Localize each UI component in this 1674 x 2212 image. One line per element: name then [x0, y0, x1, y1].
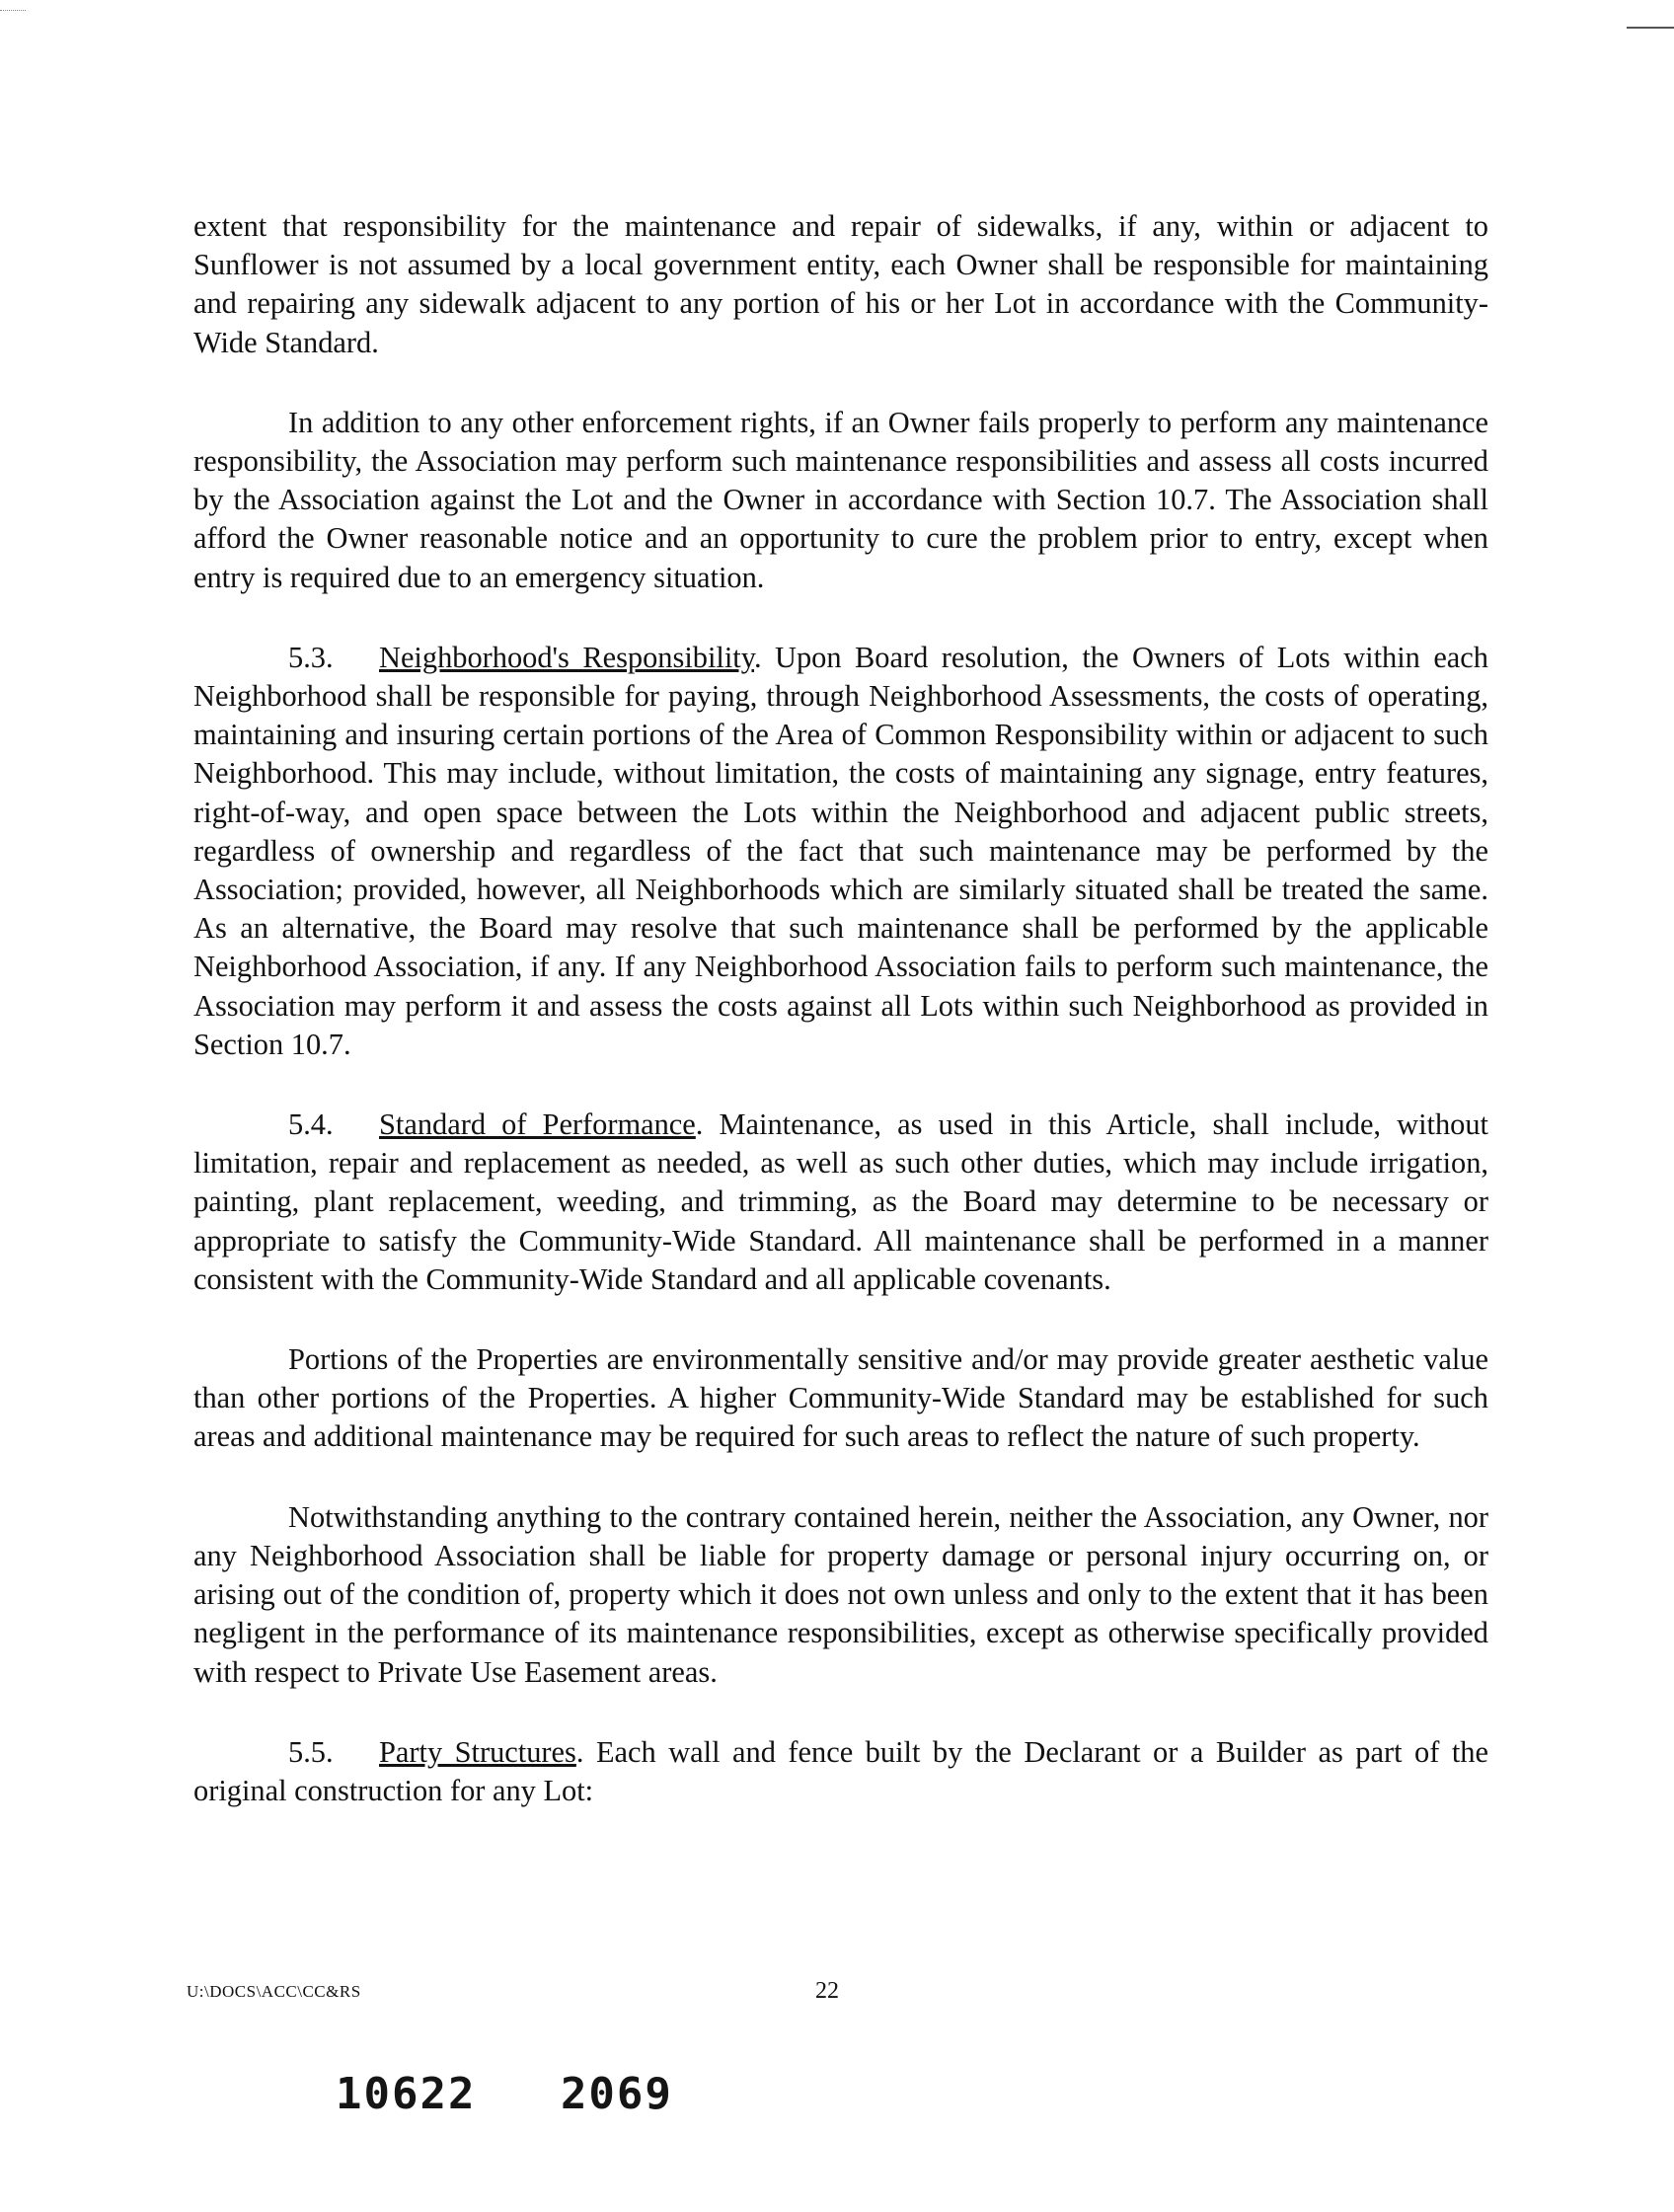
section-5-4	[193, 1106, 1488, 1299]
section-title: Neighborhood's Responsibility	[379, 640, 754, 674]
section-text: . Maintenance, as used in this Article, shall include, without limitation, repair and replacement as needed, as well as such other duties, which may include irrigation, painting, plant replacement, weeding, and trimming, as the Board may determine to be necessary or appropriate to satisfy the Community-Wide Standard. All maintenance shall be performed in a manner consistent with the Community-Wide Standard and all applicable covenants.	[193, 1107, 1488, 1296]
paragraph-text: extent that responsibility for the maintenance and repair of sidewalks, if any, within or adjacent to Sunflower is not assumed by a local government entity, each Owner shall be responsible for maintaining and repairing any sidewalk adjacent to any portion of his or her Lot in accordance with the Community-Wide Standard.	[193, 209, 1488, 359]
recording-stamp	[336, 2069, 673, 2119]
section-text: . Upon Board resolution, the Owners of Lots within each Neighborhood shall be responsible for paying, through Neighborhood Assessments, the costs of operating, maintaining and insuring certain portions of the Area of Common Responsibility within or adjacent to such Neighborhood. This may include, without limitation, the costs of maintaining any signage, entry features, right-of-way, and open space between the Lots within the Neighborhood and adjacent public streets, regardless of ownership and regardless of the fact that such maintenance may be performed by the Association; provided, however, all Neighborhoods which are similarly situated shall be treated the same. As an alternative, the Board may resolve that such maintenance shall be performed by the applicable Neighborhood Association, if any. If any Neighborhood Association fails to perform such maintenance, the Association may perform it and assess the costs against all Lots within such Neighborhood as provided in Section 10.7.	[193, 640, 1488, 1061]
paragraph-environmentally-sensitive	[193, 1340, 1488, 1457]
stamp-book-number: 10622	[336, 2069, 477, 2119]
section-5-3	[193, 639, 1488, 1064]
stamp-page-number: 2069	[560, 2069, 673, 2119]
paragraph-text: Portions of the Properties are environmentally sensitive and/or may provide greater aesthetic value than other portions of the Properties. A higher Community-Wide Standard may be established for such areas and additional maintenance may be required for such areas to reflect the nature of such property.	[193, 1342, 1488, 1454]
section-title: Standard of Performance	[379, 1107, 696, 1142]
footer-page-number: 22	[815, 1978, 839, 2004]
paragraph-text: Notwithstanding anything to the contrary contained herein, neither the Association, any Owner, nor any Neighborhood Association shall be liable for property damage or personal injury occurring on, or arising out of the condition of, property which it does not own unless and only to the extent that it has been negligent in the performance of its maintenance responsibilities, except as otherwise specifically provided with respect to Private Use Easement areas.	[193, 1499, 1488, 1689]
section-text: . Each wall and fence built by the Declarant or a Builder as part of the original construction for any Lot:	[193, 1734, 1488, 1807]
paragraph-enforcement-rights	[193, 404, 1488, 597]
footer-file-path: U:\DOCS\ACC\CC&RS	[187, 1982, 361, 2001]
section-5-5	[193, 1733, 1488, 1810]
section-title: Party Structures	[379, 1734, 576, 1769]
section-number: 5.5.	[288, 1734, 334, 1769]
paragraph-text: In addition to any other enforcement rights, if an Owner fails properly to perform any maintenance responsibility, the Association may perform such maintenance responsibilities and assess all costs incurred by the Association against the Lot and the Owner in accordance with Section 10.7. The Association shall afford the Owner reasonable notice and an opportunity to cure the problem prior to entry, except when entry is required due to an emergency situation.	[193, 405, 1488, 594]
section-number: 5.3.	[288, 640, 334, 674]
section-number: 5.4.	[288, 1107, 334, 1142]
scan-mark-top-right	[1627, 27, 1674, 29]
paragraph-liability	[193, 1498, 1488, 1692]
scan-mark-top-left	[0, 10, 26, 11]
paragraph-sidewalk-continuation	[193, 207, 1488, 362]
document-body	[193, 207, 1488, 1852]
